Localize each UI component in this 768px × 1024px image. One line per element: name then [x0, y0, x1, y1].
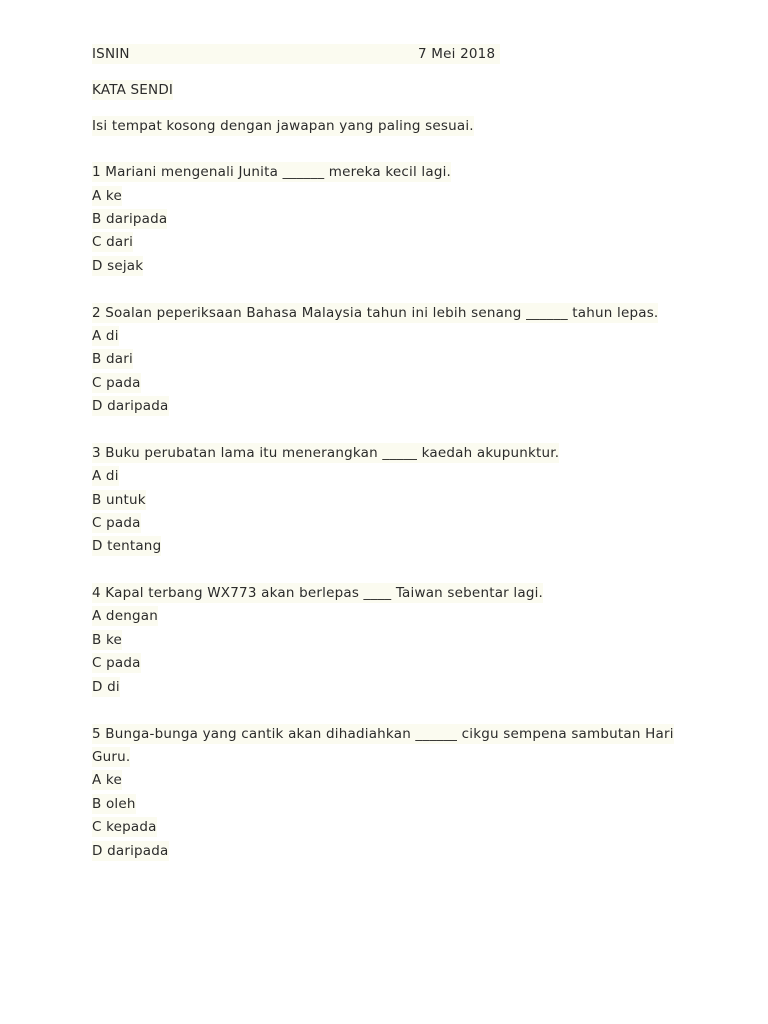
q3-option-b: B untuk	[92, 492, 146, 508]
q3-option-a: A di	[92, 468, 119, 484]
question-5: 5 Bunga-bunga yang cantik akan dihadiahkan ______ cikgu sempena sambutan Hari	[92, 726, 674, 742]
q4-option-d: D di	[92, 679, 120, 695]
q3-option-c: C pada	[92, 515, 141, 531]
question-3: 3 Buku perubatan lama itu menerangkan _____ kaedah akupunktur.	[92, 445, 560, 461]
question-1: 1 Mariani mengenali Junita ______ mereka kecil lagi.	[92, 164, 452, 180]
q2-option-a: A di	[92, 328, 119, 344]
q2-option-c: C pada	[92, 375, 141, 391]
q4-option-b: B ke	[92, 632, 122, 648]
header-day: ISNIN	[92, 46, 130, 62]
question-2: 2 Soalan peperiksaan Bahasa Malaysia tahun ini lebih senang ______ tahun lepas.	[92, 305, 659, 321]
question-4: 4 Kapal terbang WX773 akan berlepas ____ Taiwan sebentar lagi.	[92, 585, 544, 601]
q5-option-c: C kepada	[92, 819, 157, 835]
q1-option-d: D sejak	[92, 258, 144, 274]
q5-option-b: B oleh	[92, 796, 136, 812]
q3-option-d: D tentang	[92, 538, 162, 554]
question-5-continued: Guru.	[92, 749, 131, 765]
header-date: 7 Mei 2018	[418, 46, 496, 62]
q5-option-d: D daripada	[92, 843, 169, 859]
q1-option-a: A ke	[92, 188, 122, 204]
q1-option-b: B daripada	[92, 211, 168, 227]
q2-option-b: B dari	[92, 351, 133, 367]
q1-option-c: C dari	[92, 234, 134, 250]
topic-title: KATA SENDI	[92, 82, 174, 98]
instruction: Isi tempat kosong dengan jawapan yang paling sesuai.	[92, 118, 474, 134]
q4-option-c: C pada	[92, 655, 141, 671]
q4-option-a: A dengan	[92, 608, 158, 624]
q2-option-d: D daripada	[92, 398, 169, 414]
q5-option-a: A ke	[92, 772, 122, 788]
